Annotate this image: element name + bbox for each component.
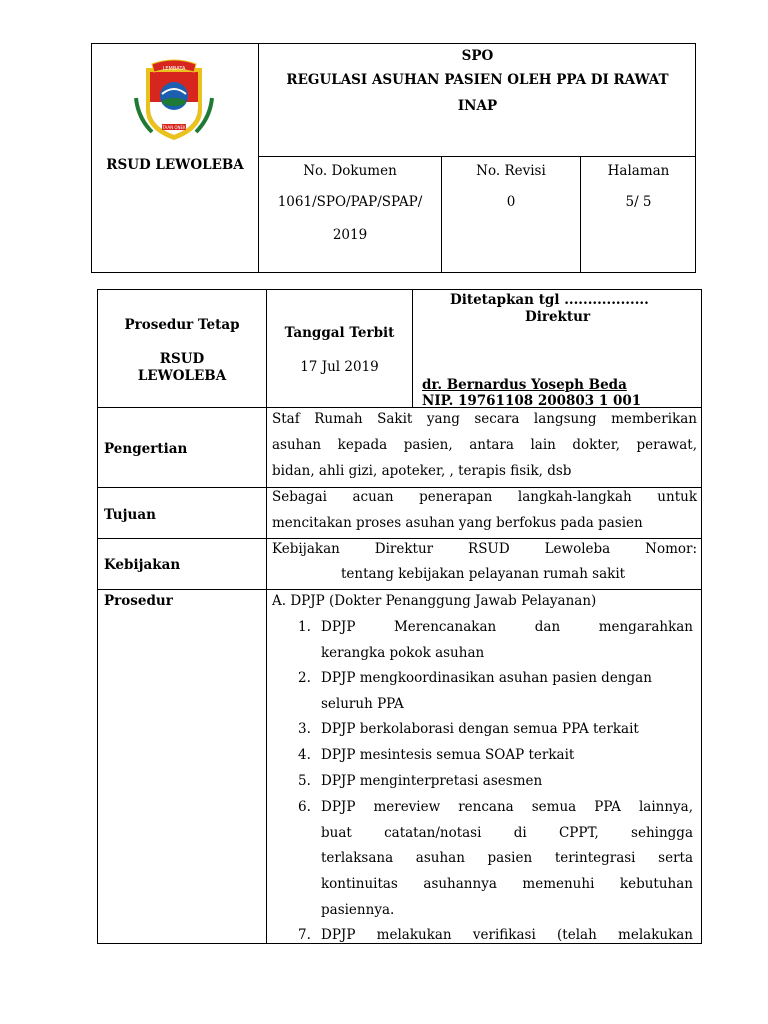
issue-date: 17 Jul 2019 (300, 359, 379, 375)
tujuan-line2: mencitakan proses asuhan yang berfokus pada pasien (272, 515, 643, 531)
pengertian-line1: Staf Rumah Sakit yang secara langsung memberikan (272, 411, 697, 427)
doc-title-line1: REGULASI ASUHAN PASIEN OLEH PPA DI RAWAT (286, 72, 669, 88)
list-item-line: DPJP berkolaborasi dengan semua PPA terkait (321, 721, 639, 737)
list-item-line: seluruh PPA (321, 696, 404, 712)
kebijakan-line2: tentang kebijakan pelayanan rumah sakit (341, 566, 626, 582)
pengertian-line3: bidan, ahli gizi, apoteker, , terapis fisik, dsb (272, 463, 572, 479)
procedure-label: Prosedur Tetap (124, 317, 240, 333)
revision-value: 0 (506, 194, 516, 210)
list-item-number: 4. (298, 747, 311, 763)
page-label: Halaman (607, 163, 670, 179)
issue-date-label: Tanggal Terbit (284, 325, 395, 341)
svg-text:LEMBATA: LEMBATA (162, 66, 186, 72)
list-item-line: buat catatan/notasi di CPPT, sehingga (321, 825, 693, 841)
list-item-number: 3. (298, 721, 311, 737)
list-item-line: terlaksana asuhan pasien terintegrasi serta (321, 850, 693, 866)
list-item-line: kontinuitas asuhannya memenuhi kebutuhan (321, 876, 693, 892)
kebijakan-line1: Kebijakan Direktur RSUD Lewoleba Nomor: (272, 541, 697, 557)
list-item-line: DPJP mengkoordinasikan asuhan pasien dengan (321, 670, 652, 686)
director-name: dr. Bernardus Yoseph Beda (422, 377, 627, 393)
prosedur-heading: A. DPJP (Dokter Penanggung Jawab Pelayanan) (272, 593, 597, 609)
org-line1: RSUD (159, 351, 205, 367)
list-item-number: 5. (298, 773, 311, 789)
director-label: Direktur (525, 309, 591, 325)
list-item-line: pasiennya. (321, 902, 395, 918)
list-item-line: DPJP mereview rencana semua PPA lainnya, (321, 799, 693, 815)
list-item-number: 6. (298, 799, 311, 815)
list-item-line: kerangka pokok asuhan (321, 645, 485, 661)
tujuan-label: Tujuan (104, 507, 156, 523)
svg-text:TAAN ONEK: TAAN ONEK (162, 125, 186, 130)
doc-number-line1: 1061/SPO/PAP/SPAP/ (277, 194, 423, 210)
director-nip: NIP. 19761108 200803 1 001 (422, 393, 642, 409)
list-item-line: DPJP menginterpretasi asesmen (321, 773, 543, 789)
pengertian-label: Pengertian (104, 441, 188, 457)
list-item-number: 2. (298, 670, 311, 686)
pengertian-line2: asuhan kepada pasien, antara lain dokter, perawat, (272, 437, 697, 453)
org-name: RSUD LEWOLEBA (106, 157, 244, 173)
revision-label: No. Revisi (476, 163, 546, 179)
tujuan-line1: Sebagai acuan penerapan langkah-langkah untuk (272, 489, 697, 505)
list-item-line: DPJP melakukan verifikasi (telah melakukan (321, 927, 693, 943)
prosedur-label: Prosedur (104, 593, 173, 609)
lembata-logo (132, 58, 216, 144)
doc-number-line2: 2019 (332, 227, 368, 243)
set-date-label: Ditetapkan tgl .................. (450, 292, 649, 308)
doc-title-line2: INAP (457, 98, 498, 114)
list-item-number: 1. (298, 619, 311, 635)
page-value: 5/ 5 (625, 194, 652, 210)
spo-label: SPO (461, 48, 494, 64)
list-item-line: DPJP Merencanakan dan mengarahkan (321, 619, 693, 635)
kebijakan-label: Kebijakan (104, 557, 181, 573)
list-item-line: DPJP mesintesis semua SOAP terkait (321, 747, 575, 763)
org-line2: LEWOLEBA (137, 368, 227, 384)
doc-number-label: No. Dokumen (303, 163, 397, 179)
list-item-number: 7. (298, 927, 311, 943)
